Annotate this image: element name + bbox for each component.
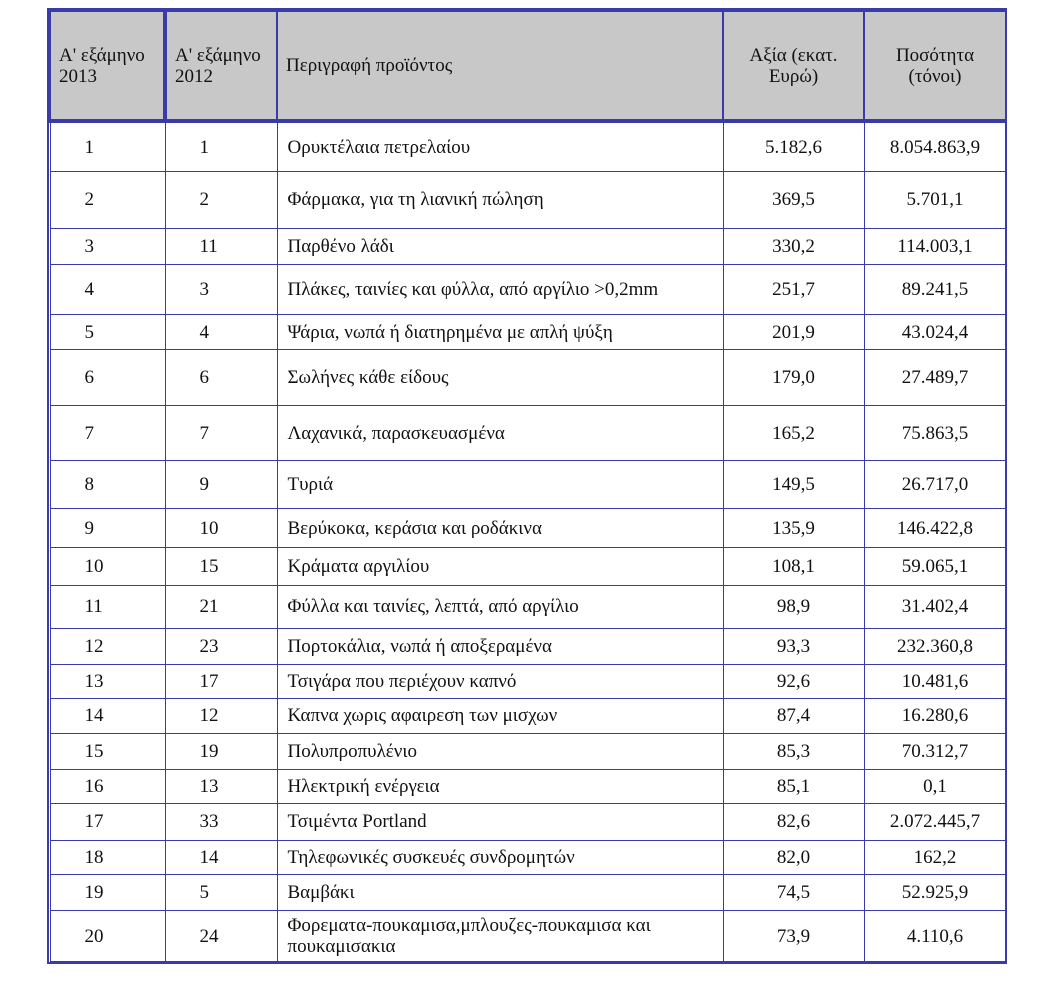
rank-2013-cell: 20	[50, 911, 165, 962]
rank-2012-cell: 17	[165, 664, 277, 698]
table-row	[50, 315, 1006, 349]
rank-2013-cell: 3	[50, 228, 165, 264]
value-cell: 92,6	[723, 664, 864, 698]
rank-2013-cell: 13	[50, 664, 165, 698]
product-description-cell: Παρθένο λάδι	[277, 228, 723, 264]
product-description-cell: Βερύκοκα, κεράσια και ροδάκινα	[277, 509, 723, 547]
product-description-cell: Φύλλα και ταινίες, λεπτά, από αργίλιο	[277, 586, 723, 628]
rank-2012-cell: 2	[165, 172, 277, 229]
rank-2013-cell: 17	[50, 804, 165, 840]
table-row	[50, 840, 1006, 874]
quantity-cell: 8.054.863,9	[864, 121, 1006, 172]
product-description-cell: Ορυκτέλαια πετρελαίου	[277, 121, 723, 172]
value-cell: 98,9	[723, 586, 864, 628]
table-row	[50, 509, 1006, 547]
quantity-cell: 59.065,1	[864, 547, 1006, 585]
rank-2012-cell: 19	[165, 733, 277, 769]
table-row	[50, 121, 1006, 172]
header-rank-2012: Α' εξάμηνο 2012	[165, 11, 277, 121]
rank-2012-cell: 13	[165, 769, 277, 803]
product-description-cell: Ψάρια, νωπά ή διατηρημένα με απλή ψύξη	[277, 315, 723, 349]
value-cell: 165,2	[723, 406, 864, 461]
rank-2012-cell: 15	[165, 547, 277, 585]
value-cell: 201,9	[723, 315, 864, 349]
value-cell: 251,7	[723, 264, 864, 315]
rank-2013-cell: 9	[50, 509, 165, 547]
rank-2012-cell: 1	[165, 121, 277, 172]
rank-2013-cell: 5	[50, 315, 165, 349]
quantity-cell: 146.422,8	[864, 509, 1006, 547]
header-row	[50, 11, 1006, 121]
quantity-cell: 114.003,1	[864, 228, 1006, 264]
table-row	[50, 733, 1006, 769]
rank-2012-cell: 11	[165, 228, 277, 264]
value-cell: 82,6	[723, 804, 864, 840]
rank-2013-cell: 4	[50, 264, 165, 315]
quantity-cell: 16.280,6	[864, 699, 1006, 733]
table-row	[50, 769, 1006, 803]
rank-2013-cell: 18	[50, 840, 165, 874]
table-row	[50, 547, 1006, 585]
rank-2013-cell: 6	[50, 349, 165, 406]
quantity-cell: 31.402,4	[864, 586, 1006, 628]
product-description-cell: Τσιμέντα Portland	[277, 804, 723, 840]
product-description-cell: Βαμβάκι	[277, 874, 723, 910]
export-products-table	[49, 10, 1007, 962]
value-cell: 93,3	[723, 628, 864, 664]
product-description-cell: Καπνα χωρις αφαιρεση των μισχων	[277, 699, 723, 733]
product-description-cell: Φάρμακα, για τη λιανική πώληση	[277, 172, 723, 229]
table-row	[50, 460, 1006, 508]
quantity-cell: 0,1	[864, 769, 1006, 803]
value-cell: 369,5	[723, 172, 864, 229]
rank-2012-cell: 24	[165, 911, 277, 962]
rank-2013-cell: 14	[50, 699, 165, 733]
table-row	[50, 586, 1006, 628]
product-description-cell: Τυριά	[277, 460, 723, 508]
table-row	[50, 349, 1006, 406]
quantity-cell: 5.701,1	[864, 172, 1006, 229]
rank-2012-cell: 4	[165, 315, 277, 349]
product-description-cell: Πολυπροπυλένιο	[277, 733, 723, 769]
rank-2012-cell: 33	[165, 804, 277, 840]
rank-2013-cell: 12	[50, 628, 165, 664]
product-description-cell: Φορεματα-πουκαμισα,μπλουζες-πουκαμισα και πουκαμισακια	[277, 911, 723, 962]
quantity-cell: 26.717,0	[864, 460, 1006, 508]
product-description-cell: Ηλεκτρική ενέργεια	[277, 769, 723, 803]
rank-2013-cell: 7	[50, 406, 165, 461]
rank-2012-cell: 6	[165, 349, 277, 406]
product-description-cell: Τσιγάρα που περιέχουν καπνό	[277, 664, 723, 698]
rank-2013-cell: 8	[50, 460, 165, 508]
export-products-table-frame	[47, 8, 1007, 964]
quantity-cell: 10.481,6	[864, 664, 1006, 698]
quantity-cell: 162,2	[864, 840, 1006, 874]
rank-2012-cell: 7	[165, 406, 277, 461]
rank-2013-cell: 2	[50, 172, 165, 229]
table-row	[50, 406, 1006, 461]
rank-2013-cell: 1	[50, 121, 165, 172]
product-description-cell: Κράματα αργιλίου	[277, 547, 723, 585]
value-cell: 5.182,6	[723, 121, 864, 172]
value-cell: 85,3	[723, 733, 864, 769]
table-row	[50, 911, 1006, 962]
product-description-cell: Λαχανικά, παρασκευασμένα	[277, 406, 723, 461]
header-description: Περιγραφή προϊόντος	[277, 11, 723, 121]
product-description-cell: Πλάκες, ταινίες και φύλλα, από αργίλιο >0,2mm	[277, 264, 723, 315]
quantity-cell: 70.312,7	[864, 733, 1006, 769]
table-row	[50, 264, 1006, 315]
header-rank-2013: Α' εξάμηνο 2013	[50, 11, 165, 121]
header-value: Αξία (εκατ. Ευρώ)	[723, 11, 864, 121]
value-cell: 108,1	[723, 547, 864, 585]
rank-2012-cell: 23	[165, 628, 277, 664]
rank-2013-cell: 11	[50, 586, 165, 628]
quantity-cell: 75.863,5	[864, 406, 1006, 461]
value-cell: 85,1	[723, 769, 864, 803]
rank-2013-cell: 19	[50, 874, 165, 910]
quantity-cell: 52.925,9	[864, 874, 1006, 910]
value-cell: 87,4	[723, 699, 864, 733]
product-description-cell: Τηλεφωνικές συσκευές συνδρομητών	[277, 840, 723, 874]
table-row	[50, 874, 1006, 910]
table-row	[50, 628, 1006, 664]
quantity-cell: 27.489,7	[864, 349, 1006, 406]
value-cell: 82,0	[723, 840, 864, 874]
rank-2012-cell: 3	[165, 264, 277, 315]
rank-2012-cell: 5	[165, 874, 277, 910]
rank-2013-cell: 10	[50, 547, 165, 585]
rank-2013-cell: 16	[50, 769, 165, 803]
table-row	[50, 699, 1006, 733]
header-quantity: Ποσότητα (τόνοι)	[864, 11, 1006, 121]
quantity-cell: 2.072.445,7	[864, 804, 1006, 840]
rank-2012-cell: 10	[165, 509, 277, 547]
value-cell: 179,0	[723, 349, 864, 406]
quantity-cell: 4.110,6	[864, 911, 1006, 962]
table-row	[50, 172, 1006, 229]
value-cell: 135,9	[723, 509, 864, 547]
product-description-cell: Σωλήνες κάθε είδους	[277, 349, 723, 406]
value-cell: 74,5	[723, 874, 864, 910]
rank-2013-cell: 15	[50, 733, 165, 769]
table-row	[50, 804, 1006, 840]
value-cell: 73,9	[723, 911, 864, 962]
rank-2012-cell: 9	[165, 460, 277, 508]
table-row	[50, 228, 1006, 264]
rank-2012-cell: 12	[165, 699, 277, 733]
value-cell: 330,2	[723, 228, 864, 264]
quantity-cell: 232.360,8	[864, 628, 1006, 664]
rank-2012-cell: 21	[165, 586, 277, 628]
table-row	[50, 664, 1006, 698]
rank-2012-cell: 14	[165, 840, 277, 874]
value-cell: 149,5	[723, 460, 864, 508]
quantity-cell: 89.241,5	[864, 264, 1006, 315]
quantity-cell: 43.024,4	[864, 315, 1006, 349]
product-description-cell: Πορτοκάλια, νωπά ή αποξεραμένα	[277, 628, 723, 664]
